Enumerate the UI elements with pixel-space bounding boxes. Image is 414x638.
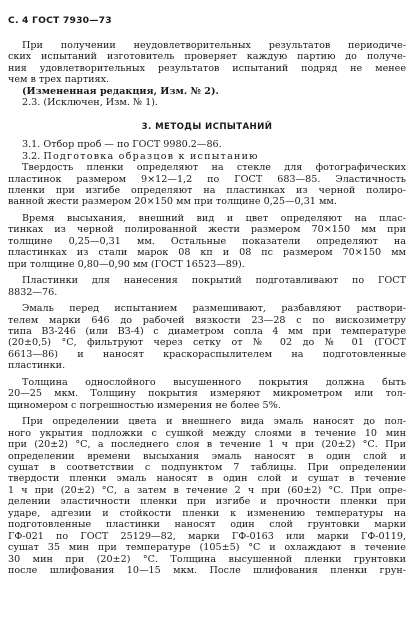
paragraph-enamel xyxy=(8,303,406,372)
text-line: типа ВЗ-246 (или ВЗ-4) с диаметром сопла 4 мм при температуре xyxy=(8,325,406,337)
text-line: после шлифования 10—15 мкм. После шлифования пленки грун- xyxy=(8,565,406,577)
text-line: сушат в соответствии с подпунктом 7 таблицы. При определении xyxy=(8,461,406,473)
item-3-2 xyxy=(8,151,406,162)
paragraph-hardness xyxy=(8,162,406,208)
edition-note: (Измененная редакция, Изм. № 2). xyxy=(22,85,219,97)
text-line: чем в трех партиях. xyxy=(8,74,110,86)
item-3-2-number: 3.2. xyxy=(22,150,41,162)
text-line: 6613—86) и наносят краскораспылителем на подготовленные xyxy=(8,348,406,360)
text-line: щиномером с погрешностью измерения не более 5%. xyxy=(8,399,281,411)
text-line: телем марки 646 до рабочей вязкости 23—28 с по вискозиметру xyxy=(8,314,406,326)
paragraph-thickness xyxy=(8,377,406,411)
paragraph-intro xyxy=(8,40,406,86)
item-3-1: 3.1. Отбор проб — по ГОСТ 9980.2—86. xyxy=(22,139,222,151)
text-line: при толщине 0,80—0,90 мм (ГОСТ 16523—89). xyxy=(8,258,245,270)
text-line: тинках из черной полированной жести размером 70×150 мм при xyxy=(8,224,406,236)
page-header: С. 4 ГОСТ 7930—73 xyxy=(8,15,112,26)
paragraph-color xyxy=(8,416,406,576)
text-line: пластинках из стали марок 08 кп и 08 пс размером 70×150 мм xyxy=(8,247,406,259)
text-line: ГФ-021 по ГОСТ 25129—82, марки ГФ-0163 или марки ГФ-0119, xyxy=(8,530,406,542)
text-line: толщине 0,25—0,31 мм. Остальные показатели определяют на xyxy=(8,235,406,247)
text-line: Время высыхания, внешний вид и цвет определяют на плас- xyxy=(22,212,406,224)
text-line: 1 ч при (20±2) °С, а затем в течение 2 ч при (60±2) °С. При опре- xyxy=(8,484,406,496)
document-body xyxy=(8,40,406,576)
text-line: подготовленные пластинки наносят один слой грунтовки марки xyxy=(8,519,406,531)
item-2-3: 2.3. (Исключен, Изм. № 1). xyxy=(22,97,158,109)
text-line: ванной жести размером 20×150 мм при толщине 0,25—0,31 мм. xyxy=(8,196,337,208)
text-line: ских испытаний изготовитель проверяет каждую партию до получе- xyxy=(8,51,406,63)
text-line: Эмаль перед испытанием размешивают, разбавляют раствори- xyxy=(22,303,406,315)
text-line: пленки при изгибе определяют на пластинках из черной полиро- xyxy=(8,184,406,196)
text-line: ного укрытия подложки с сушкой между слоями в течение 10 мин xyxy=(8,427,406,439)
section-title: 3. МЕТОДЫ ИСПЫТАНИЙ xyxy=(141,121,273,132)
text-line: Толщина однослойного высушенного покрытия должна быть xyxy=(22,376,406,388)
text-line: при (20±2) °С, а последнего слоя в течение 1 ч при (20±2) °С. При xyxy=(8,439,406,451)
text-line: ния удовлетворительных результатов испытаний подряд не менее xyxy=(8,62,406,74)
text-line: 8832—76. xyxy=(8,286,58,298)
text-line: делении эластичности пленки при изгибе и прочности пленки при xyxy=(8,496,406,508)
text-line: определении времени высыхания эмаль наносят в один слой и xyxy=(8,450,406,462)
text-line: (20±0,5) °С, фильтруют через сетку от № 02 до № 01 (ГОСТ xyxy=(8,337,406,349)
text-line: Твердость пленки определяют на стекле для фотографических xyxy=(22,162,406,174)
paragraph-plates xyxy=(8,275,406,298)
paragraph-drying xyxy=(8,213,406,270)
text-line: 20—25 мкм. Толщину покрытия измеряют микрометром или тол- xyxy=(8,388,406,400)
text-line: При получении неудовлетворительных результатов периодиче- xyxy=(22,40,406,51)
text-line: ударе, адгезии и стойкости пленки к изменению температуры на xyxy=(8,507,406,519)
text-line: сушат 35 мин при температуре (105±5) °С и охлаждают в течение xyxy=(8,542,406,554)
text-line: 30 мин при (20±2) °С. Толщина высушенной пленки грунтовки xyxy=(8,553,406,565)
text-line: пластинок размером 9×12—1,2 по ГОСТ 683—85. Эластичность xyxy=(8,173,406,185)
text-line: При определении цвета и внешнего вида эмаль наносят до пол- xyxy=(22,416,406,428)
text-line: пластинки. xyxy=(8,360,66,372)
text-line: твердости пленки эмаль наносят в один слой и сушат в течение xyxy=(8,473,406,485)
text-line: Пластинки для нанесения покрытий подготавливают по ГОСТ xyxy=(22,275,406,287)
item-3-2-title: Подготовка образцов к испытанию xyxy=(43,150,259,162)
